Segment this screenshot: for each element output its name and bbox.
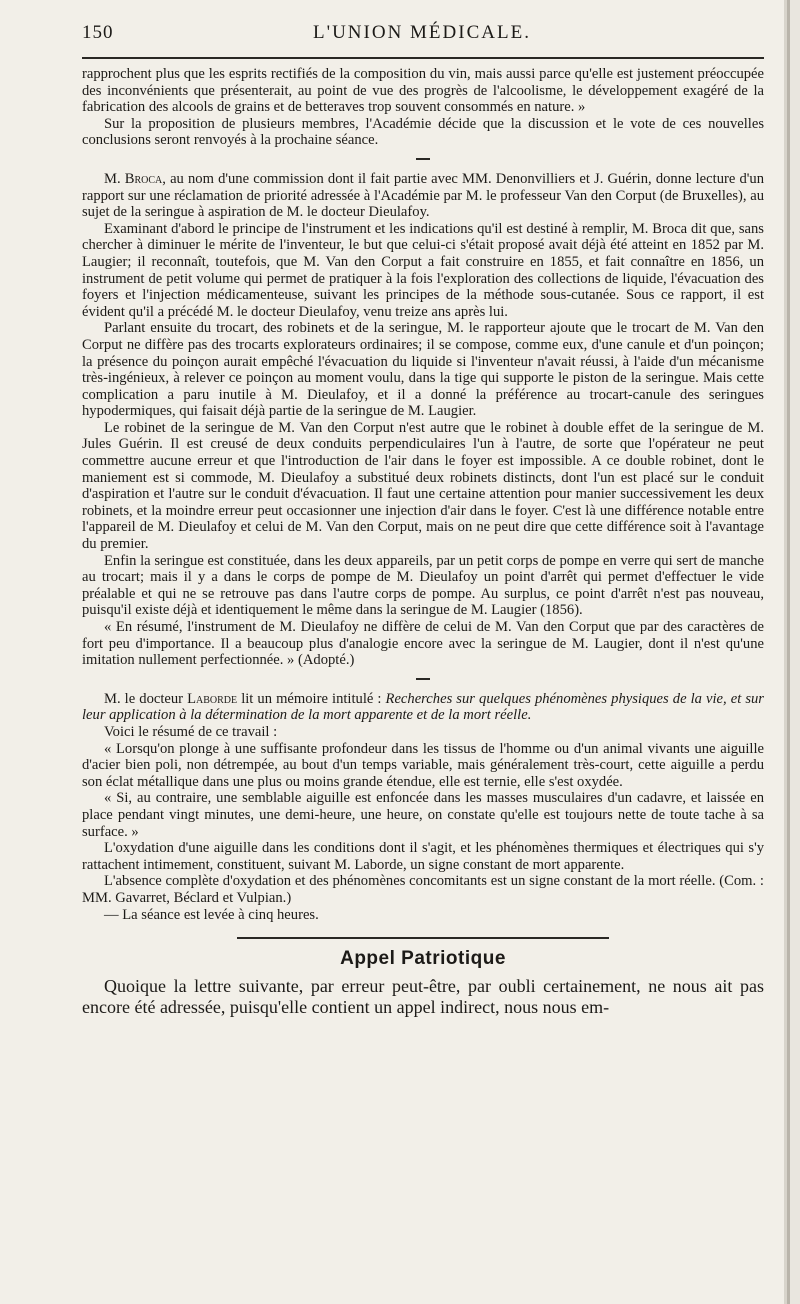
paragraph [82, 691, 764, 724]
paragraph: Sur la proposition de plusieurs membres, l'Académie décide que la discussion et le vote de ces nouvelles conclusions seront renvoyés à la prochaine séance. [82, 115, 764, 149]
paragraph: Examinant d'abord le principe de l'instrument et les indications qu'il est destiné à remplir, M. Broca dit que, sans chercher à diminuer le mérite de l'inventeur, le but que celui-ci s'était proposé avait déjà été atteint en 1852 par M. Laugier; il reconnaît, toutefois, que M. Van den Corput a fait construire en 1855, et fait connaître en 1856, un instrument de petit volume qui permet de pratiquer à la fois l'exploration des collections de liquide, l'évacuation des foyers et l'injection médicamenteuse, suivant les principes de la méthode sous-cutanée. Sous ce rapport, il est évident qu'il a précédé M. le docteur Dieulafoy, venu treize ans après lui. [82, 220, 764, 320]
paragraph-text: au nom d'une commission dont il fait partie avec MM. Denonvilliers et J. Guérin, donne lecture d'un rapport sur une réclamation de priorité adressée à l'Académie par M. le professeur Van den Corput (de Bruxelles), au sujet de la seringue à aspiration de M. le docteur Dieulafoy. [82, 170, 764, 221]
section-title: Appel Patriotique [340, 948, 506, 970]
paragraph: Parlant ensuite du trocart, des robinets et de la seringue, M. le rapporteur ajoute que le trocart de M. Van den Corput ne diffère pas des trocarts explorateurs ordinaires; il se compose, comme eux, d'une canule et d'un poinçon; la présence du poinçon aurait empêché l'évacuation du liquide si l'inventeur n'avait réussi, à l'aide d'un mécanisme très-ingénieux, à relever ce poinçon au moment voulu, dans la tige qui supporte le piston de la seringue. Mais cette complication a paru inutile à M. Dieulafoy, et il a donné la préférence au trocart-canule des seringues hypodermiques, qui faisait déjà partie de la seringue de M. Laugier. [82, 320, 764, 420]
journal-title: L'UNION MÉDICALE. [313, 22, 531, 43]
page-header [82, 22, 762, 48]
paragraph: « En résumé, l'instrument de M. Dieulafoy ne diffère de celui de M. Van den Corput que par des caractères de fort peu d'importance. Il a beaucoup plus d'analogie encore avec la seringue de M. Laugier, dont il n'est qu'une imitation nullement perfectionnée. » (Adopté.) [82, 619, 764, 669]
paragraph [82, 171, 764, 221]
paragraph: « Lorsqu'on plonge à une suffisante profondeur dans les tissus de l'homme ou d'un animal vivants une aiguille d'acier bien poli, non détrempée, au bout d'un temps variable, mais généralement très-court, cette aiguille a perdu son éclat métallique dans une plus ou moins grande étendue, elle est ternie, elle s'est oxydée. [82, 740, 764, 790]
paragraph-text: lit un mémoire intitulé : [237, 690, 386, 707]
section-rule [237, 937, 609, 939]
page-number: 150 [82, 22, 114, 43]
paragraph: L'oxydation d'une aiguille dans les conditions dont il s'agit, et les phénomènes thermiques et électriques qui s'y rattachent intimement, constituent, suivant M. Laborde, un signe constant de mort apparente. [82, 840, 764, 873]
separator [416, 678, 430, 680]
memoir-title: Recherches sur quelques phénomènes physiques de la vie, et sur leur application à la détermination de la mort apparente et de la mort réelle. [82, 690, 764, 724]
section-body [82, 976, 764, 1018]
paragraph: « Si, au contraire, une semblable aiguille est enfoncée dans les masses musculaires d'un cadavre, et laissée en place pendant vingt minutes, une demi-heure, une heure, on constate qu'elle est toujours nette de toute tache à sa surface. » [82, 790, 764, 840]
speaker-name: Laborde [187, 690, 238, 707]
paragraph-text: M. le docteur [104, 690, 188, 707]
separator [416, 158, 430, 160]
paragraph: Voici le résumé de ce travail : [104, 723, 278, 740]
header-rule [82, 57, 764, 59]
paragraph: — La séance est levée à cinq heures. [104, 906, 319, 923]
paragraph: Le robinet de la seringue de M. Van den Corput n'est autre que le robinet à double effet de la seringue de M. Jules Guérin. Il est creusé de deux conduits perpendiculaires l'un à l'autre, de sorte que l'opérateur ne peut commettre aucune erreur et que l'introduction de l'air dans le foyer est impossible. A ce double robinet, dont le maniement est si commode, M. Dieulafoy a substitué deux robinets distincts, dont l'un est placé sur le conduit d'aspiration et l'autre sur le conduit d'évacuation. Il faut une certaine attention pour manier successivement les deux robinets, et la moindre erreur peut occasionner une injection d'air dans le foyer. C'est là une différence notable entre l'appareil de M. Dieulafoy et celui de M. Van den Corput, mais on ne peut dire que cette différence soit à l'avantage du premier. [82, 419, 764, 553]
paragraph: Quoique la lettre suivante, par erreur peut-être, par oubli certainement, ne nous ait pas encore été adressée, puisqu'elle contient un appel indirect, nous nous em- [82, 975, 764, 1017]
paragraph: rapprochent plus que les esprits rectifiés de la composition du vin, mais aussi parce qu'elle est justement préoccupée des inconvénients que présenterait, au point de vue des progrès de l'alcoolisme, le développement exagéré de la fabrication des alcools de grains et de betteraves trop souvent consommés en nature. » [82, 66, 764, 116]
paragraph: L'absence complète d'oxydation et des phénomènes concomitants est un signe constant de la mort réelle. (Com. : MM. Gavarret, Béclard et Vulpian.) [82, 873, 764, 906]
article-body [82, 66, 764, 1018]
speaker-name: M. Broca, [104, 170, 166, 187]
paragraph: Enfin la seringue est constituée, dans les deux appareils, par un petit corps de pompe en verre qui sert de manche au trocart; mais il y a dans le corps de pompe de M. Dieulafoy un point d'arrêt qui permet d'effectuer le vide préalable et qui ne se retrouve pas dans l'autre corps de pompe. Au surplus, ce point d'arrêt n'est pas nouveau, puisqu'il existe déjà et identiquement le même dans la seringue de M. Laugier (1856). [82, 552, 764, 619]
